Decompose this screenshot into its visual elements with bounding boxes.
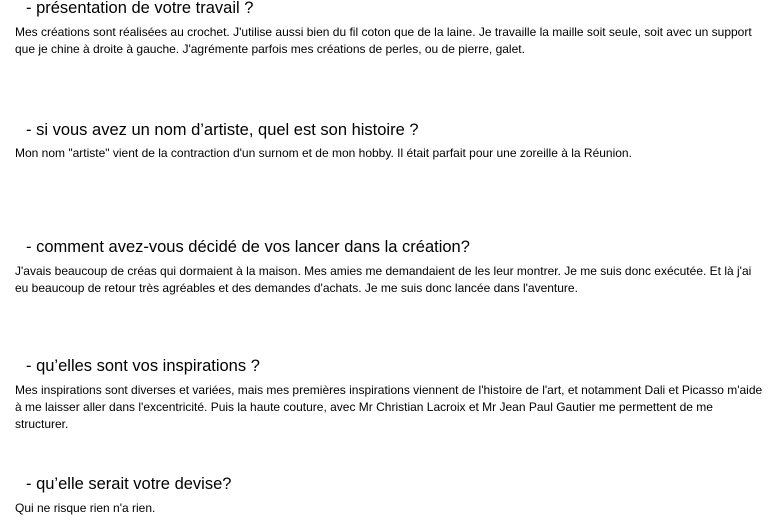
question-heading: - qu’elle serait votre devise? (26, 475, 232, 493)
answer-text: Mon nom "artiste" vient de la contraction d'un surnom et de mon hobby. Il était parfait pour une zoreille à la Réunion. (15, 146, 632, 160)
answer-text: Qui ne risque rien n'a rien. (15, 501, 156, 515)
question-heading: - qu’elles sont vos inspirations ? (26, 357, 260, 375)
question-heading: - si vous avez un nom d’artiste, quel est son histoire ? (26, 121, 419, 139)
answer-text: J'avais beaucoup de créas qui dormaient à la maison. Mes amies me demandaient de les leur montrer. Je me suis donc exécutée. Et là j'ai eu beaucoup de retour très agréables et des demandes d'achats. Je me suis donc lancée dans l'aventure. (15, 264, 752, 295)
question-heading: - présentation de votre travail ? (26, 0, 254, 17)
answer-text: Mes créations sont réalisées au crochet. J'utilise aussi bien du fil coton que de la laine. Je travaille la maille soit seule, soit avec un support que je chine à droite à gauche. J'agrémente parfois mes créations de perles, ou de pierre, galet. (15, 25, 752, 56)
answer-text: Mes inspirations sont diverses et variées, mais mes premières inspirations viennent de l'histoire de l'art, et notamment Dali et Picasso m'aide à me laisser aller dans l'excentricité. Puis la haute couture, avec Mr Christian Lacroix et Mr Jean Paul Gautier me permettent de me structurer. (15, 383, 763, 431)
question-heading: - comment avez-vous décidé de vos lancer dans la création? (26, 238, 470, 256)
